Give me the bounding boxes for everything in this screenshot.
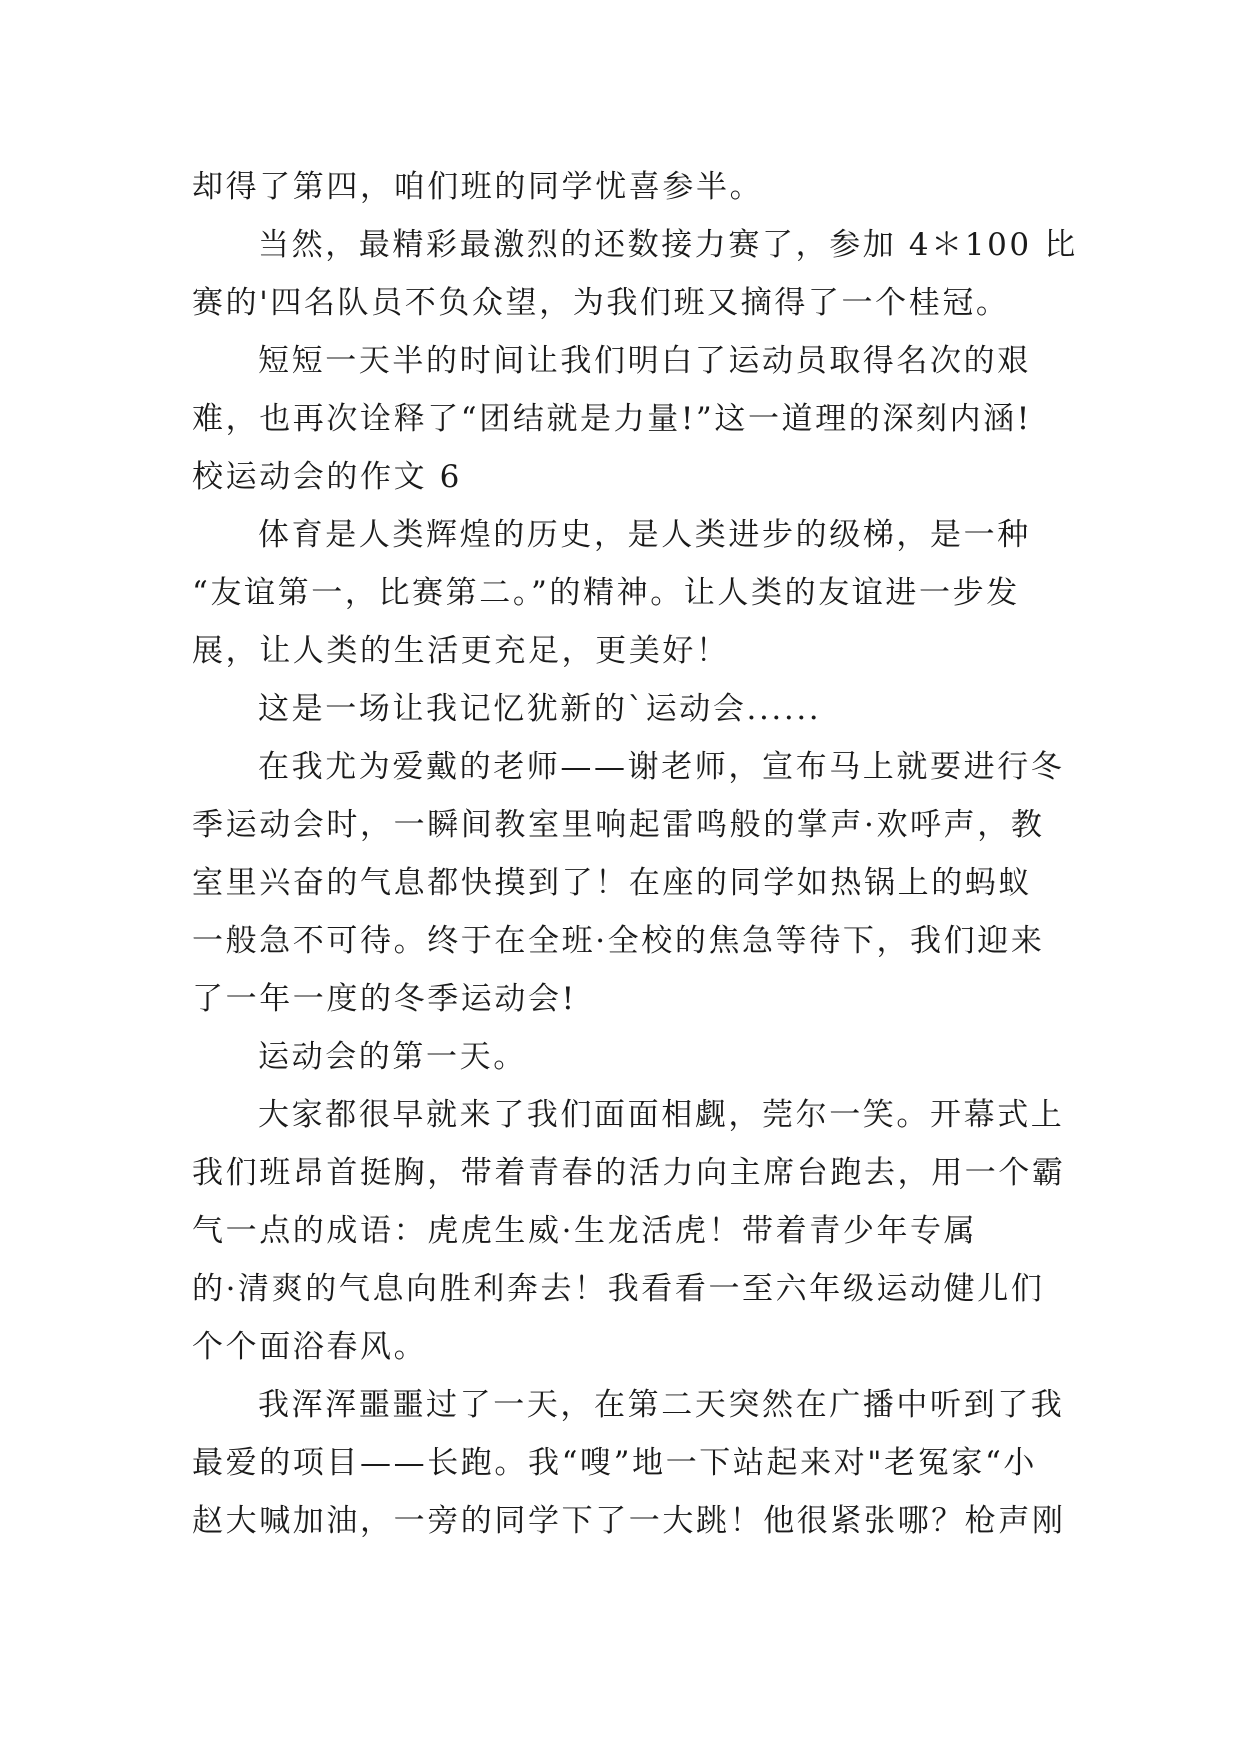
text-line: 最爱的项目——长跑。我“嗖”地一下站起来对"老冤家“小 xyxy=(192,1445,1038,1481)
text-line: 了一年一度的冬季运动会! xyxy=(192,981,577,1017)
text-line: 难，也再次诠释了“团结就是力量!”这一道理的深刻内涵! xyxy=(192,401,1032,437)
text-line: 个个面浴春风。 xyxy=(192,1329,428,1365)
text-line: 却得了第四，咱们班的同学忧喜参半。 xyxy=(192,169,764,205)
text-line: 赛的'四名队员不负众望，为我们班又摘得了一个桂冠。 xyxy=(192,285,1010,321)
text-line: 这是一场让我记忆犹新的`运动会...... xyxy=(258,691,822,727)
text-line: 运动会的第一天。 xyxy=(258,1039,527,1075)
text-line: 当然，最精彩最激烈的还数接力赛了，参加 4＊100 比 xyxy=(258,227,1078,263)
text-line: 在我尤为爱戴的老师——谢老师，宣布马上就要进行冬 xyxy=(258,749,1065,785)
text-line: 的·清爽的气息向胜利奔去！我看看一至六年级运动健儿们 xyxy=(192,1271,1045,1307)
text-line: 大家都很早就来了我们面面相觑，莞尔一笑。开幕式上 xyxy=(258,1097,1065,1133)
text-line: 我们班昂首挺胸，带着青春的活力向主席台跑去，用一个霸 xyxy=(192,1155,1066,1191)
section-heading: 校运动会的作文 6 xyxy=(192,459,462,495)
text-line: 室里兴奋的气息都快摸到了！在座的同学如热锅上的蚂蚁 xyxy=(192,865,1032,901)
text-line: 赵大喊加油，一旁的同学下了一大跳！他很紧张哪？枪声刚 xyxy=(192,1503,1066,1539)
text-line: 短短一天半的时间让我们明白了运动员取得名次的艰 xyxy=(258,343,1031,379)
text-line: “友谊第一，比赛第二。”的精神。让人类的友谊进一步发 xyxy=(192,575,1020,611)
text-line: 气一点的成语：虎虎生威·生龙活虎！带着青少年专属 xyxy=(192,1213,978,1249)
text-line: 展，让人类的生活更充足，更美好！ xyxy=(192,633,730,669)
text-line: 一般急不可待。终于在全班·全校的焦急等待下，我们迎来 xyxy=(192,923,1045,959)
text-line: 体育是人类辉煌的历史，是人类进步的级梯，是一种 xyxy=(258,517,1031,553)
text-line: 我浑浑噩噩过了一天，在第二天突然在广播中听到了我 xyxy=(258,1387,1065,1423)
text-line: 季运动会时，一瞬间教室里响起雷鸣般的掌声·欢呼声，教 xyxy=(192,807,1045,843)
document-body xyxy=(192,158,1078,1550)
